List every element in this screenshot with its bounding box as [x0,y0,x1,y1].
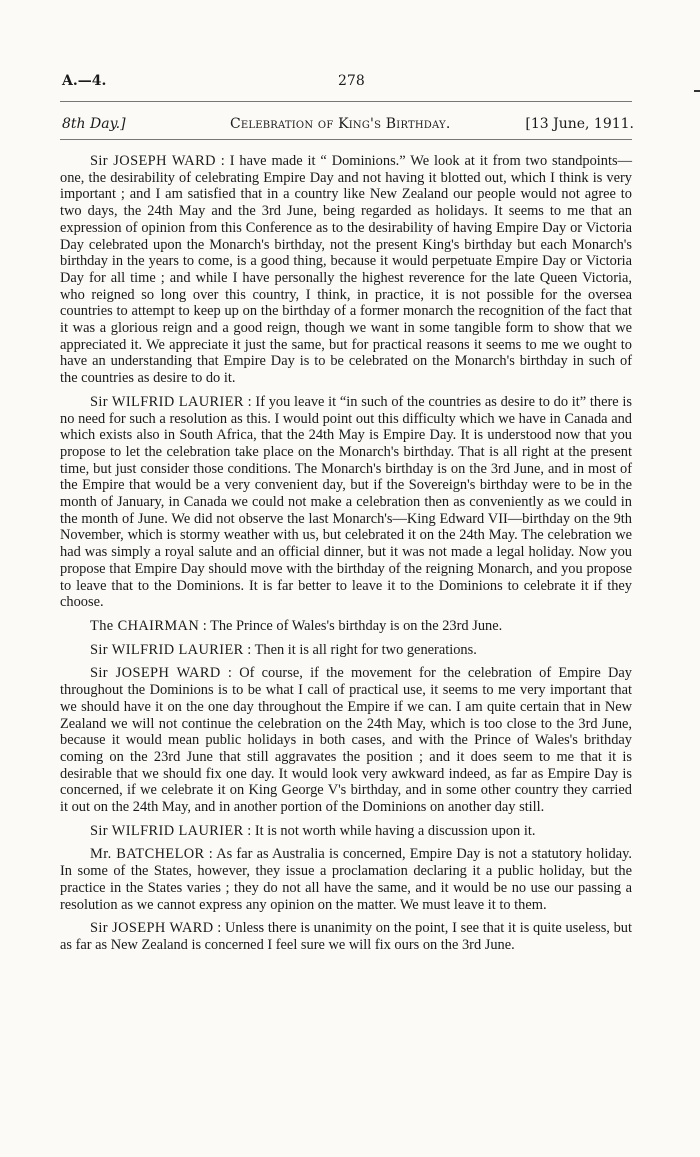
paragraph [60,642,632,659]
speaker-name: Sir WILFRID LAURIER [90,822,244,839]
paragraph [60,920,632,953]
speech-text: : Then it is all right for two generations. [247,641,477,658]
paragraph [60,394,632,611]
speech-text: : The Prince of Wales's birthday is on the 23rd June. [202,617,503,634]
running-head-date: [13 June, 1911. [525,116,634,132]
paragraph [60,153,632,387]
speaker-name: Mr. BATCHELOR [90,846,205,863]
paper-reference: A.—4. [62,73,107,89]
speaker-name: The CHAIRMAN [90,617,200,634]
speaker-name: Sir JOSEPH WARD [90,665,221,682]
header-rule-bottom [60,139,632,140]
transcript-body [60,153,632,961]
paragraph [60,823,632,840]
speech-text: : If you leave it “in such of the countries as desire to do it” there is no need for such a resolution as this. I would point out this difficulty which we have in Canada and which exists also in South Africa, that the 24th May is Empire Day. It is understood now that you propose to let the celebration take place on the Monarch's birthday. That is all right at the present time, but just consider those conditions. The Monarch's birthday is on the 3rd June, and in most of the Empire that would be a very convenient day, but if the Sovereign's birthday were to be in the month of January, in Canada we could not make a celebration then as conveniently as we could in the month of June. We did not observe the last Monarch's—King Edward VII—birthday on the 9th November, which is stormy weather with us, but celebrated it on the 24th May. The celebration we had was simply a royal salute and an official dinner, but it was not made a legal holiday. Now you propose that Empire Day should move with the birthday of the reigning Monarch, and you propose to leave that to the Dominions. It is far better to leave it to the Dominions to celebrate it if they choose. [60,393,632,611]
speech-text: : I have made it “ Dominions.” We look at it from two standpoints—one, the desirability of celebrating Empire Day and not having it blotted out, which I think is very important ; and I am satisfied that in a country like New Zealand our people would not agree to two days, the 24th May and the 3rd June, being regarded as holidays. It seems to me that an expression of opinion from this Conference as to the desirability of having Empire Day or Victoria Day celebrated upon the Monarch's birthday, not the present King's birthday but each Monarch's birthday in the years to come, is a good thing, because it would perpetuate Empire Day or Victoria Day for all time ; and while I have personally the highest reverence for the late Queen Victoria, who reigned so long over this country, I think, in practice, it is not possible for the oversea countries to attempt to keep up on the birthday of a former monarch the recognition of the fact that it was a glorious reign and a good reign, though we want in some tangible form to show that we appreciated it. We appreciate it just the same, but for practical reasons it seems to me we ought to have an understanding that Empire Day is to be celebrated on the Monarch's birthday in such of the countries as desire to do it. [60,153,632,387]
speaker-name: Sir JOSEPH WARD [90,920,214,937]
header-rule-top [60,101,632,102]
speech-text: : It is not worth while having a discussion upon it. [247,822,536,839]
speech-text: : Of course, if the movement for the celebration of Empire Day throughout the Dominions is to be what I call of practical use, it seems to me very important that we should have it on the one day throughout the Empire if we can. I am quite certain that in New Zealand we will not continue the celebration on the 24th May, which is too close to the 3rd June, because it would mean public holidays in both cases, and with the Prince of Wales's brithday coming on the 23rd June that still aggravates the position ; and it does seem to me that it is desirable that we should fix one day. It would look very awkward indeed, as far as Empire Day is concerned, if we celebrate it on King George V's birthday, and in some other country they carried it out on the 24th May, and in another portion of the Dominions on another day still. [60,665,632,816]
speaker-name: Sir WILFRID LAURIER [90,641,244,658]
margin-mark [694,90,700,92]
running-head-day: 8th Day.] [62,116,126,132]
speech-text: : As far as Australia is concerned, Empire Day is not a statutory holiday. In some of the States, however, they issue a proclamation declaring it a public holiday, but the practice in the States varies ; they do not all have the same, and it would be no use our passing a resolution as we cannot express any opinion on the matter. We must leave it to them. [60,846,633,913]
paragraph [60,846,632,913]
running-head-title: Celebration of King's Birthday. [230,116,451,132]
speaker-name: Sir JOSEPH WARD [90,153,216,169]
page-number: 278 [338,73,365,89]
paragraph [60,665,632,815]
paragraph [60,618,632,635]
speaker-name: Sir WILFRID LAURIER [90,393,244,410]
speech-text: : Unless there is unanimity on the point, I see that it is quite useless, but as far as New Zealand is concerned I feel sure we will fix ours on the 3rd June. [60,920,633,953]
